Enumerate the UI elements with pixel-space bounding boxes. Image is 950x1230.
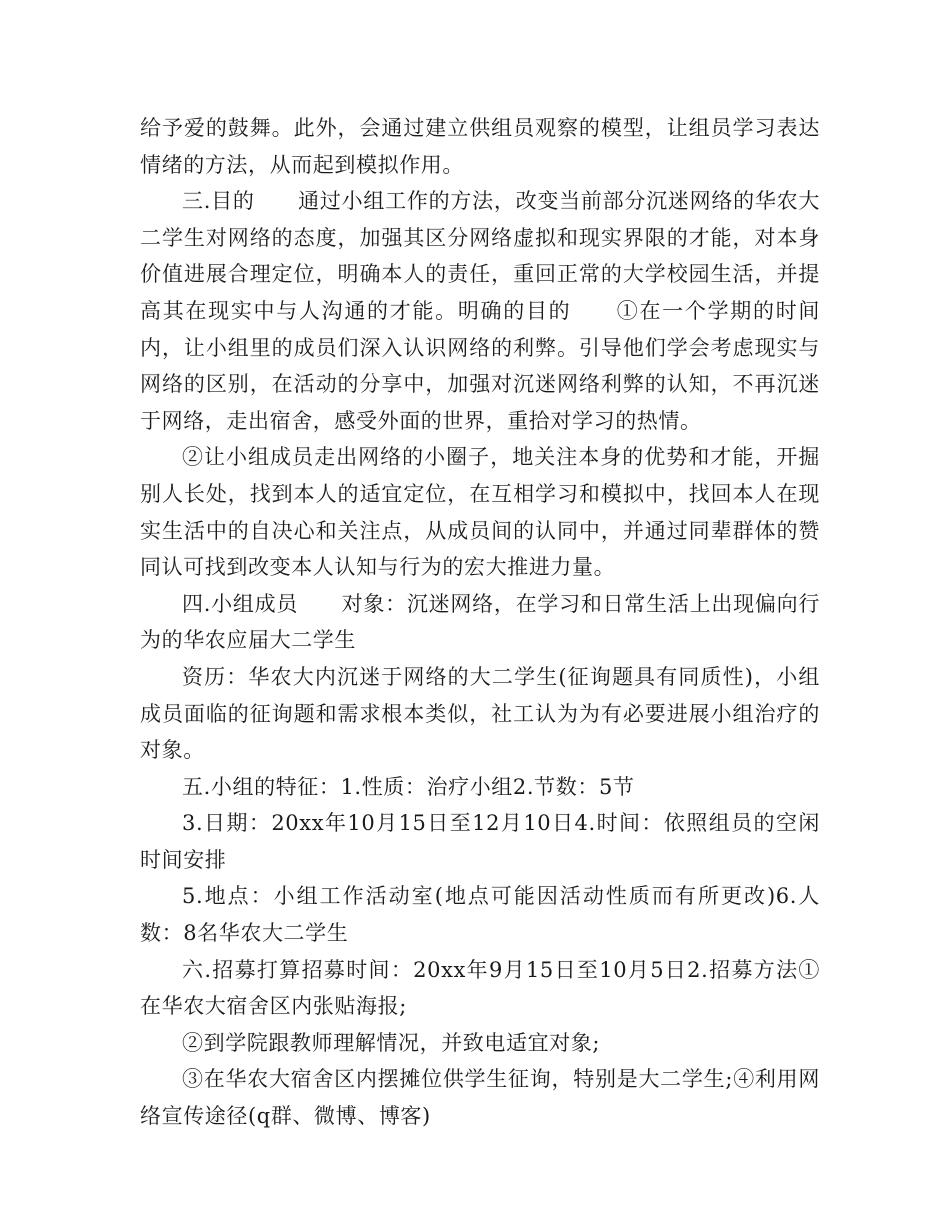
paragraph-continuation: 给予爱的鼓舞。此外，会通过建立供组员观察的模型，让组员学习表达情绪的方法，从而起到模拟作用。 bbox=[140, 116, 820, 177]
paragraph-recruit-step-2: ②到学院跟教师理解情况，并致电适宜对象; bbox=[182, 1030, 601, 1055]
paragraph-location-count: 5.地点：小组工作活动室(地点可能因活动性质而有所更改)6.人数：8名华农大二学生 bbox=[140, 884, 820, 946]
paragraph-members: 四.小组成员 对象：沉迷网络，在学习和日常生活上出现偏向行为的华农应届大二学生 bbox=[140, 591, 820, 653]
paragraph-recruitment: 六.招募打算招募时间：20xx年9月15日至10月5日2.招募方法①在华农大宿舍区内张贴海报; bbox=[140, 957, 820, 1019]
paragraph-recruit-step-3: ③在华农大宿舍区内摆摊位供学生征询，特别是大二学生;④利用网络宣传途径(q群、微博、博客) bbox=[140, 1067, 820, 1129]
paragraph-date-time: 3.日期：20xx年10月15日至12月10日4.时间：依照组员的空闲时间安排 bbox=[140, 811, 820, 872]
paragraph-purpose-2: ②让小组成员走出网络的小圈子，地关注本身的优势和才能，开掘别人长处，找到本人的适宜定位，在互相学习和模拟中，找回本人在现实生活中的自决心和关注点，从成员间的认同中，并通过同辈群体的赞同认可找到改变本人认知与行为的宏大推进力量。 bbox=[140, 445, 820, 580]
document-body bbox=[140, 110, 820, 1135]
paragraph-qualification: 资历：华农大内沉迷于网络的大二学生(征询题具有同质性)，小组成员面临的征询题和需求根本类似，社工认为为有必要进展小组治疗的对象。 bbox=[140, 664, 820, 763]
paragraph-purpose: 三.目的 通过小组工作的方法，改变当前部分沉迷网络的华农大二学生对网络的态度，加强其区分网络虚拟和现实界限的才能，对本身价值进展合理定位，明确本人的责任，重回正常的大学校园生活，并提高其在现实中与人沟通的才能。明确的目的 ①在一个学期的时间内，让小组里的成员们深入认识网络的利弊。引导他们学会考虑现实与网络的区别，在活动的分享中，加强对沉迷网络利弊的认知，不再沉迷于网络，走出宿舍，感受外面的世界，重拾对学习的热情。 bbox=[140, 189, 820, 433]
paragraph-features: 五.小组的特征：1.性质：治疗小组2.节数：5节 bbox=[182, 774, 635, 799]
